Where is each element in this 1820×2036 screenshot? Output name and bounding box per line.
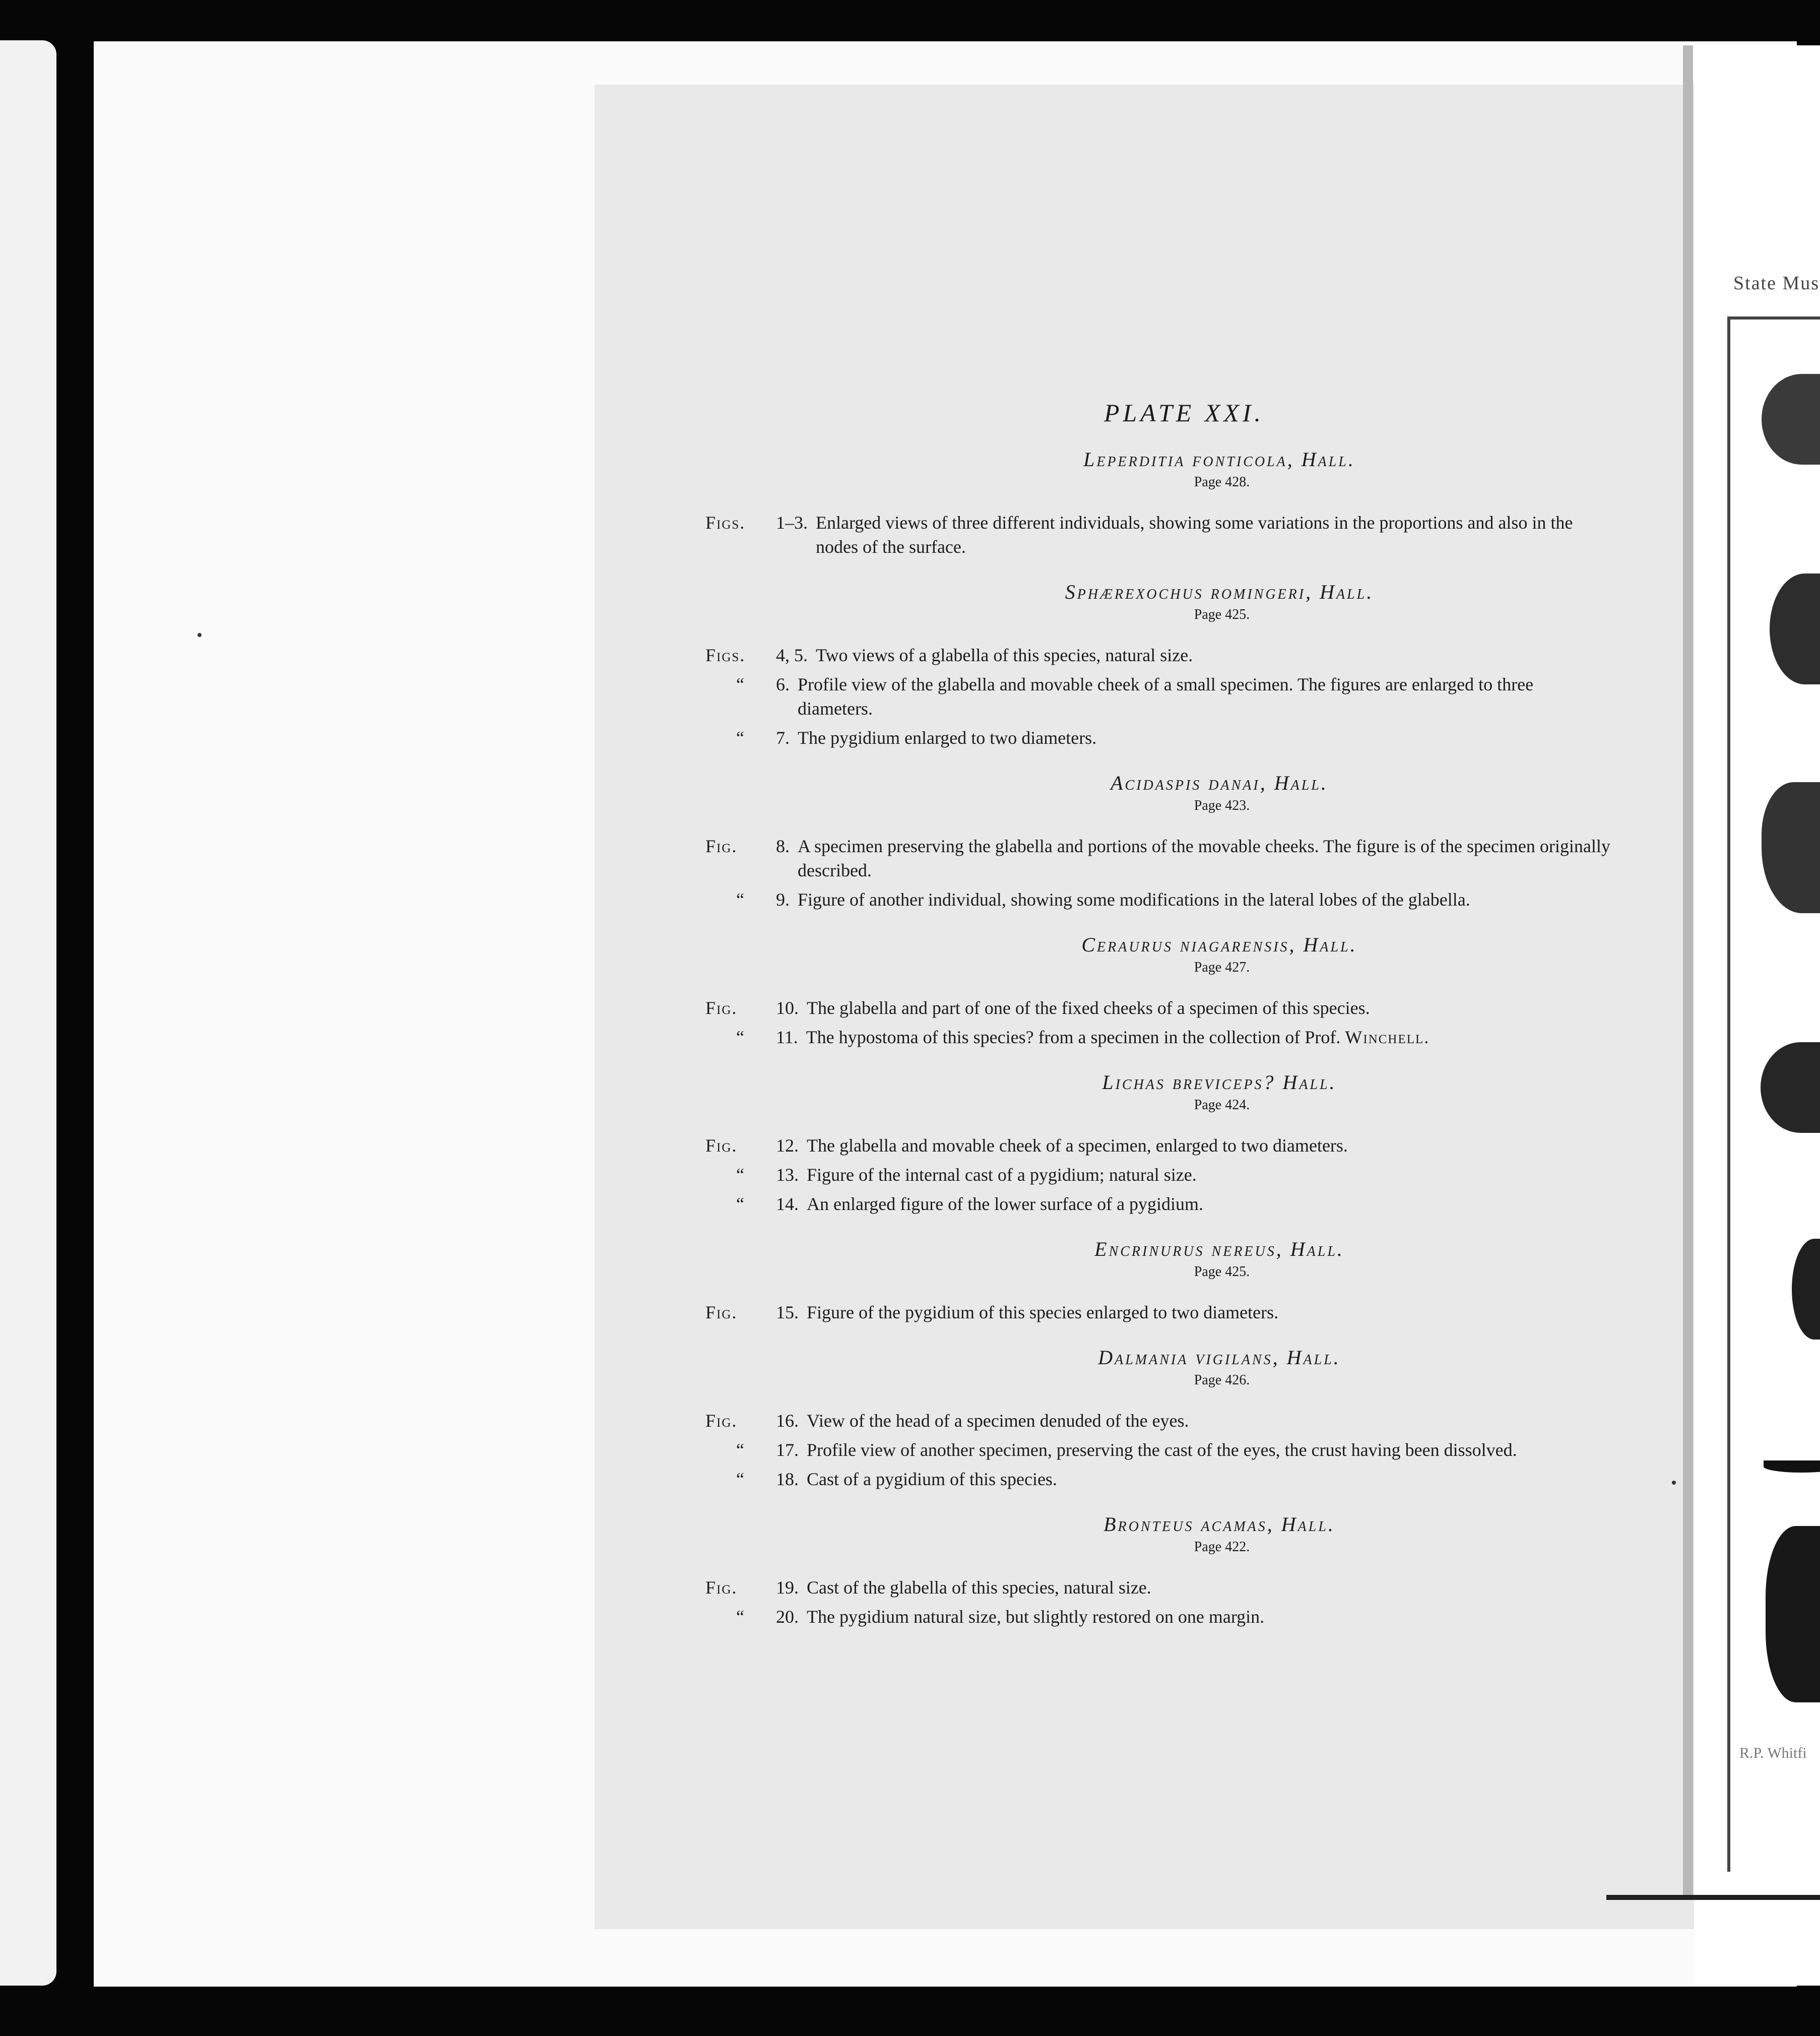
figure-caption bbox=[798, 672, 1612, 721]
figure-list bbox=[705, 643, 1612, 750]
figure-list bbox=[705, 511, 1612, 559]
figure-caption bbox=[807, 996, 1612, 1020]
page-reference: Page 425. bbox=[1194, 1264, 1250, 1280]
figure-caption bbox=[807, 1133, 1612, 1158]
figure-prefix: Fig. bbox=[705, 1411, 738, 1431]
figure-caption bbox=[807, 1438, 1612, 1462]
figure-prefix: “ bbox=[736, 1607, 745, 1627]
figure-prefix: Figs. bbox=[705, 513, 746, 533]
figure-number: 19. bbox=[776, 1577, 799, 1598]
figure-number: 4, 5. bbox=[776, 645, 808, 665]
figure-caption-text: An enlarged figure of the lower surface of a pygidium. bbox=[807, 1194, 1204, 1214]
figure-caption bbox=[798, 726, 1612, 750]
species-heading: Ceraurus niagarensis, Hall. bbox=[1081, 933, 1357, 956]
figure-caption bbox=[807, 1300, 1612, 1324]
figure-caption-text: Cast of the glabella of this species, natural size. bbox=[807, 1577, 1151, 1598]
figure-caption bbox=[798, 887, 1612, 912]
figure-caption bbox=[816, 643, 1612, 667]
figure-entry bbox=[705, 643, 1612, 667]
figure-number: 1–3. bbox=[776, 513, 808, 533]
figure-entry bbox=[705, 1133, 1612, 1158]
plate-explanation bbox=[705, 398, 1612, 1650]
species-heading: Encrinurus nereus, Hall. bbox=[1094, 1238, 1344, 1260]
figure-caption-text: Figure of another individual, showing some modifications in the lateral lobes of the glabella. bbox=[798, 889, 1470, 910]
figure-list bbox=[705, 834, 1612, 912]
figure-entry bbox=[705, 1605, 1612, 1629]
figure-list bbox=[705, 1575, 1612, 1629]
figure-prefix: Fig. bbox=[705, 1577, 738, 1598]
figure-list bbox=[705, 996, 1612, 1049]
species-heading: Acidaspis danai, Hall. bbox=[1111, 772, 1328, 794]
figure-caption bbox=[807, 1192, 1612, 1216]
figure-caption-text: Figure of the internal cast of a pygidium; natural size. bbox=[807, 1165, 1197, 1185]
figure-caption-text: Profile view of the glabella and movable cheek of a small specimen. The figures are enlarged to three diameters. bbox=[798, 674, 1534, 719]
figure-entry bbox=[705, 1025, 1612, 1049]
figure-caption-text: The pygidium enlarged to two diameters. bbox=[798, 728, 1097, 748]
left-page-edge bbox=[0, 40, 56, 1986]
figure-number: 17. bbox=[776, 1440, 799, 1460]
figure-prefix: “ bbox=[736, 1469, 745, 1489]
fold-line bbox=[1606, 1895, 1820, 1900]
figure-number: 11. bbox=[776, 1027, 798, 1047]
figure-prefix: Fig. bbox=[705, 1135, 738, 1156]
figure-number: 16. bbox=[776, 1411, 799, 1431]
figure-caption-text: Enlarged views of three different individuals, showing some variations in the proportions and also in the nodes of the surface. bbox=[816, 513, 1573, 557]
collector-name: Winchell. bbox=[1345, 1027, 1430, 1047]
page-reference: Page 428. bbox=[1194, 474, 1250, 490]
figure-entry bbox=[705, 726, 1612, 750]
figure-entry bbox=[705, 1467, 1612, 1491]
figure-entry bbox=[705, 1575, 1612, 1600]
figure-prefix: “ bbox=[736, 674, 745, 694]
figure-prefix: Fig. bbox=[705, 836, 738, 856]
figure-number: 9. bbox=[776, 889, 790, 910]
figure-prefix: “ bbox=[736, 1194, 745, 1214]
figure-caption bbox=[807, 1575, 1612, 1600]
figure-number: 12. bbox=[776, 1135, 799, 1156]
fossil-illustration bbox=[1766, 1526, 1820, 1702]
figure-number: 8. bbox=[776, 836, 790, 856]
scan-speck bbox=[1672, 1481, 1676, 1485]
figure-prefix: “ bbox=[736, 728, 745, 748]
figure-prefix: “ bbox=[736, 889, 745, 910]
figure-caption-text: Figure of the pygidium of this species enlarged to two diameters. bbox=[807, 1302, 1279, 1322]
figure-entry bbox=[705, 1300, 1612, 1324]
figure-list bbox=[705, 1300, 1612, 1324]
species-heading: Leperditia fonticola, Hall. bbox=[1083, 448, 1355, 471]
figure-number: 15. bbox=[776, 1302, 799, 1322]
figure-entry bbox=[705, 1409, 1612, 1433]
figure-caption-text: The glabella and movable cheek of a specimen, enlarged to two diameters. bbox=[807, 1135, 1348, 1156]
adjacent-page-header: State Mus bbox=[1733, 273, 1820, 294]
figure-entry bbox=[705, 1192, 1612, 1216]
page-reference: Page 423. bbox=[1194, 798, 1250, 813]
figure-list bbox=[705, 1409, 1612, 1491]
figure-caption bbox=[807, 1409, 1612, 1433]
figure-caption-text: The hypostoma of this species? from a specimen in the collection of Prof. bbox=[806, 1027, 1341, 1047]
figure-prefix: Fig. bbox=[705, 1302, 738, 1322]
figure-caption-text: View of the head of a specimen denuded of the eyes. bbox=[807, 1411, 1189, 1431]
panel-edge bbox=[1683, 45, 1693, 1900]
page-reference: Page 422. bbox=[1194, 1539, 1250, 1555]
figure-caption-text: Cast of a pygidium of this species. bbox=[807, 1469, 1057, 1489]
figure-caption-text: The glabella and part of one of the fixed cheeks of a specimen of this species. bbox=[807, 998, 1370, 1018]
page-reference: Page 425. bbox=[1194, 607, 1250, 622]
scan-speck bbox=[198, 633, 202, 637]
species-heading: Bronteus acamas, Hall. bbox=[1103, 1513, 1335, 1536]
figure-number: 14. bbox=[776, 1194, 799, 1214]
figure-caption bbox=[807, 1163, 1612, 1187]
species-heading: Dalmania vigilans, Hall. bbox=[1098, 1346, 1341, 1369]
page-reference: Page 427. bbox=[1194, 960, 1250, 975]
figure-list bbox=[705, 1133, 1612, 1216]
figure-caption-text: A specimen preserving the glabella and portions of the movable cheeks. The figure is of the specimen originally described. bbox=[798, 836, 1610, 880]
figure-caption bbox=[816, 511, 1612, 559]
figure-entry bbox=[705, 887, 1612, 912]
page-reference: Page 426. bbox=[1194, 1372, 1250, 1388]
figure-prefix: “ bbox=[736, 1440, 745, 1460]
species-sections bbox=[705, 448, 1612, 1629]
page-reference: Page 424. bbox=[1194, 1097, 1250, 1113]
figure-prefix: Figs. bbox=[705, 645, 746, 665]
figure-caption-text: Profile view of another specimen, preserving the cast of the eyes, the crust having been dissolved. bbox=[807, 1440, 1517, 1460]
figure-number: 20. bbox=[776, 1607, 799, 1627]
figure-caption bbox=[807, 1605, 1612, 1629]
figure-caption bbox=[798, 834, 1612, 882]
figure-entry bbox=[705, 834, 1612, 882]
plate-title: PLATE XXI. bbox=[1103, 399, 1265, 427]
figure-entry bbox=[705, 511, 1612, 559]
adjacent-page-credit: R.P. Whitfi bbox=[1739, 1745, 1807, 1761]
species-heading: Sphærexochus romingeri, Hall. bbox=[1065, 581, 1374, 603]
figure-entry bbox=[705, 672, 1612, 721]
figure-prefix: “ bbox=[736, 1165, 745, 1185]
figure-prefix: Fig. bbox=[705, 998, 738, 1018]
figure-caption-text: The pygidium natural size, but slightly restored on one margin. bbox=[807, 1607, 1265, 1627]
figure-caption bbox=[806, 1025, 1612, 1049]
figure-caption-text: Two views of a glabella of this species, natural size. bbox=[816, 645, 1193, 665]
figure-prefix: “ bbox=[736, 1027, 745, 1047]
species-heading: Lichas breviceps? Hall. bbox=[1102, 1071, 1337, 1094]
figure-entry bbox=[705, 996, 1612, 1020]
figure-entry bbox=[705, 1438, 1612, 1462]
figure-entry bbox=[705, 1163, 1612, 1187]
figure-number: 13. bbox=[776, 1165, 799, 1185]
figure-number: 6. bbox=[776, 674, 790, 694]
figure-number: 10. bbox=[776, 998, 799, 1018]
figure-number: 18. bbox=[776, 1469, 799, 1489]
figure-number: 7. bbox=[776, 728, 790, 748]
figure-caption bbox=[807, 1467, 1612, 1491]
